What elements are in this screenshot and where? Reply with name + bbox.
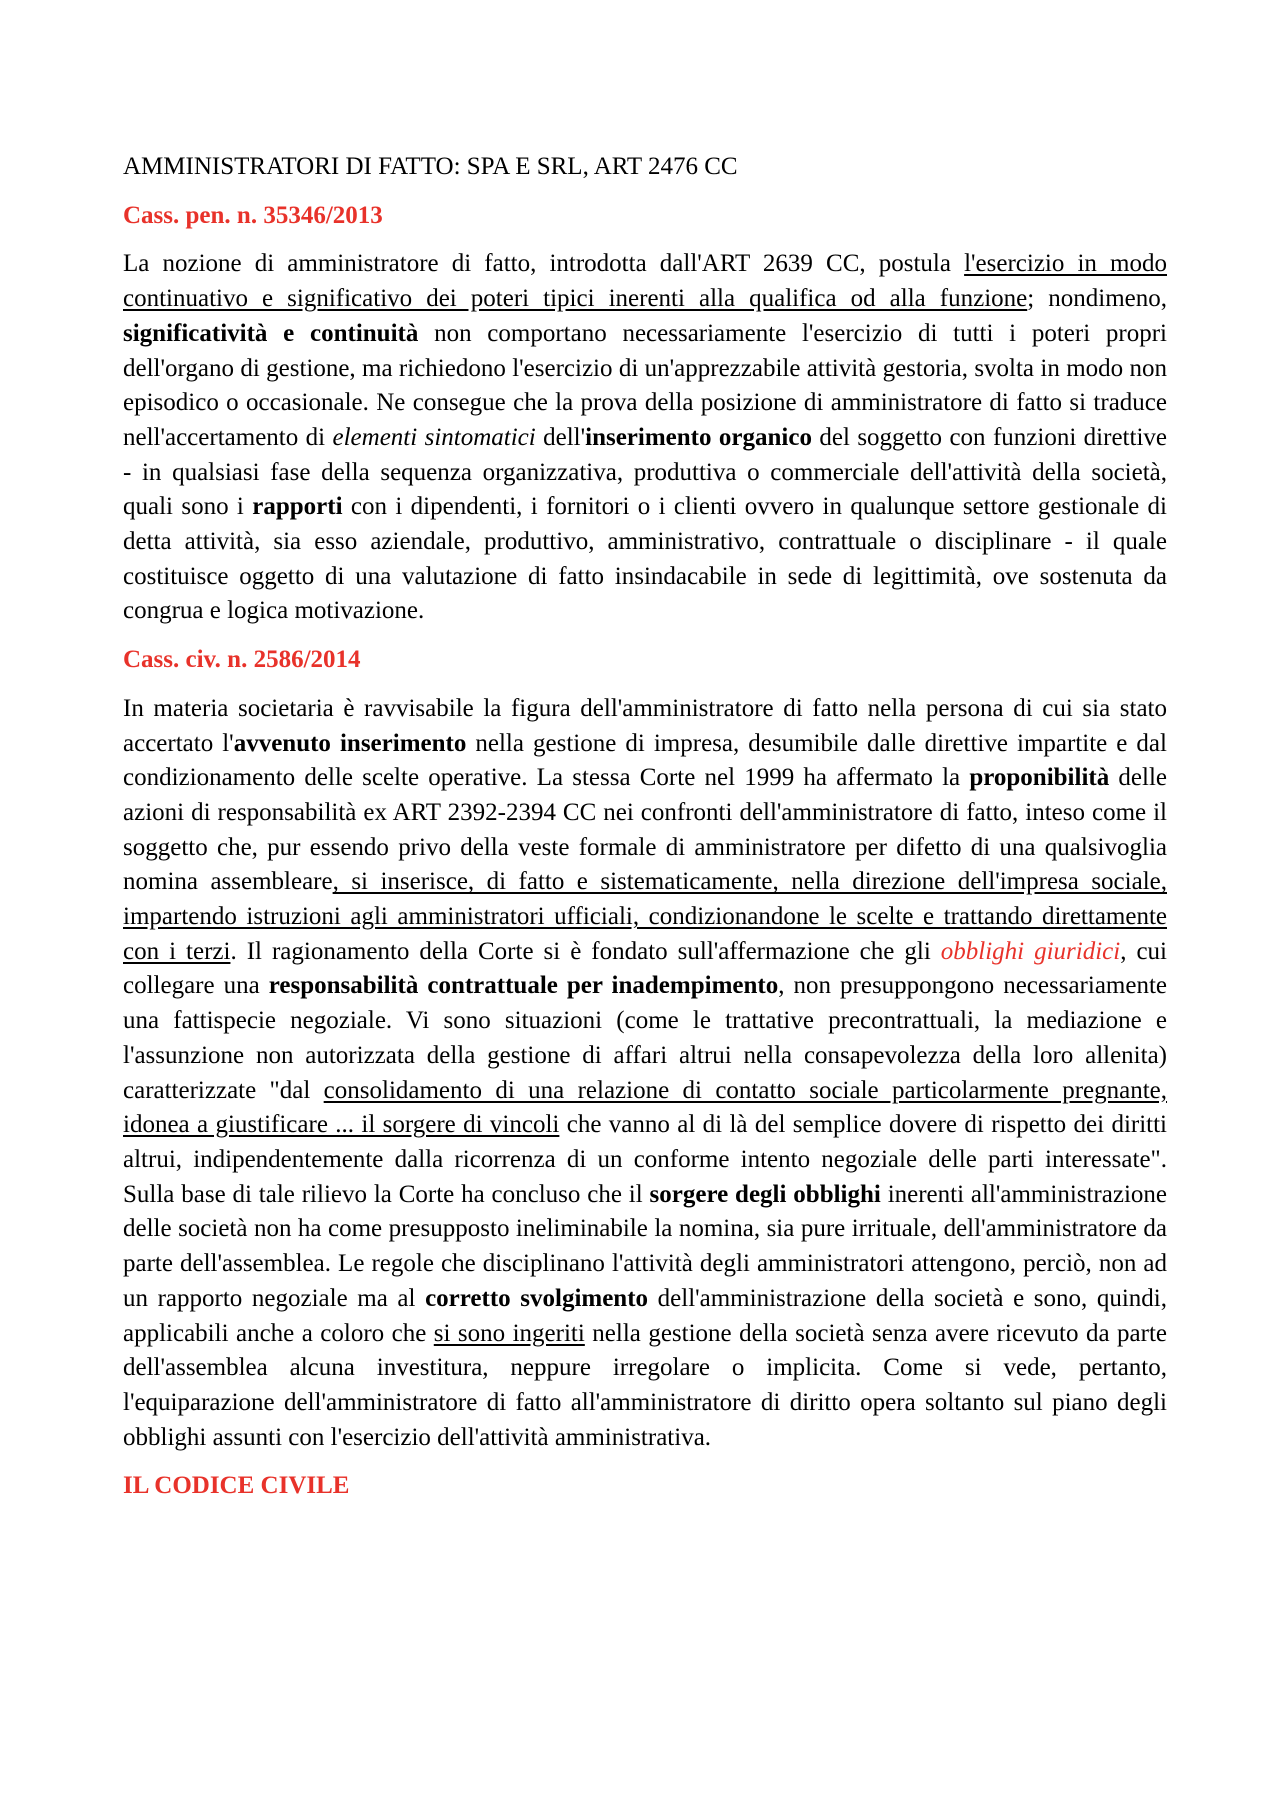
document-page bbox=[123, 150, 1167, 1504]
text-segment: nella gestione della società senza avere ricevuto da parte dell'assemblea alcuna investitura, neppure irregolare o implicita. Come si vede, pertanto, l'equiparazione dell'amministratore di fatto all'amministratore di diritto opera soltanto sul piano degli obblighi assunti con l'esercizio dell'attività amministrativa. bbox=[123, 1319, 1167, 1451]
bold-text: corretto svolgimento bbox=[425, 1284, 649, 1312]
bold-text: responsabilità contrattuale per inadempimento bbox=[268, 972, 779, 1000]
bold-text: inserimento organico bbox=[585, 423, 812, 451]
case-heading-cass-pen: Cass. pen. n. 35346/2013 bbox=[123, 201, 383, 229]
case-paragraph-cass-civ bbox=[123, 692, 1167, 1455]
text-segment: In materia societaria è ravvisabile la figura dell'amministratore di fatto nella persona di cui sia stato accertato l' bbox=[123, 694, 1167, 757]
text-segment: , cui collegare una bbox=[123, 937, 1168, 1000]
underlined-text: consolidamento di una relazione di contatto sociale particolarmente pregnante, idonea a giustificare ... il sorgere di vincoli bbox=[123, 1076, 1168, 1139]
text-segment: con i dipendenti, i fornitori o i clienti ovvero in qualunque settore gestionale di detta attività, sia esso aziendale, produttivo, amministrativo, contrattuale o disciplinare - il quale costituisce oggetto di una valutazione di fatto insindacabile in sede di legittimità, ove sostenuta da congrua e logica motivazione. bbox=[123, 493, 1167, 625]
bold-text: sorgere degli obblighi bbox=[649, 1180, 881, 1208]
red-italic-text: obblighi giuridici bbox=[940, 937, 1121, 965]
underlined-text: l'esercizio in modo continuativo e significativo dei poteri tipici inerenti alla qualifica od alla funzione bbox=[123, 250, 1167, 313]
bold-text: avvenuto inserimento bbox=[233, 729, 467, 757]
bold-text: significatività e continuità bbox=[123, 319, 419, 347]
document-title: AMMINISTRATORI DI FATTO: SPA E SRL, ART 2476 CC bbox=[123, 153, 738, 180]
underlined-text: si sono ingeriti bbox=[433, 1319, 585, 1347]
text-segment: inerenti all'amministrazione delle società non ha come presupposto ineliminabile la nomina, sia pure irrituale, dell'amministratore da parte dell'assemblea. Le regole che disciplinano l'attività degli amministratori attengono, perciò, non ad un rapporto negoziale ma al bbox=[123, 1180, 1167, 1312]
text-segment: dell'amministrazione della società e sono, quindi, applicabili anche a coloro che bbox=[123, 1284, 1167, 1347]
case-heading-cass-civ: Cass. civ. n. 2586/2014 bbox=[123, 646, 361, 674]
text-segment: ; nondimeno, bbox=[1027, 285, 1167, 313]
text-segment: delle azioni di responsabilità ex ART 2392-2394 CC nei confronti dell'amministratore di fatto, inteso come il soggetto che, pur essendo privo della veste formale di amministratore per difetto di una qualsivoglia nomina assembleare bbox=[123, 764, 1167, 896]
text-segment: . Il ragionamento della Corte si è fondato sull'affermazione che gli bbox=[230, 937, 941, 965]
text-segment: La nozione di amministratore di fatto, introdotta dall'ART 2639 CC, postula bbox=[123, 250, 965, 278]
text-segment: non comportano necessariamente l'esercizio di tutti i poteri propri dell'organo di gestione, ma richiedono l'esercizio di un'apprezzabile attività gestoria, svolta in modo non episodico o occasionale. Ne consegue che la prova della posizione di amministratore di fatto si traduce nell'accertamento di bbox=[123, 319, 1167, 451]
text-segment: nella gestione di impresa, desumibile dalle direttive impartite e dal condizionamento delle scelte operative. La stessa Corte nel 1999 ha affermato la bbox=[123, 729, 1167, 792]
text-segment: dell' bbox=[535, 423, 586, 451]
text-segment: , non presuppongono necessariamente una fattispecie negoziale. Vi sono situazioni (come le trattative precontrattuali, la mediazione e l'assunzione non autorizzata della gestione di affari altrui nella consapevolezza della loro allenita) caratterizzate "dal bbox=[123, 972, 1167, 1104]
section-heading-codice-civile: IL CODICE CIVILE bbox=[123, 1472, 350, 1500]
bold-text: rapporti bbox=[252, 493, 343, 521]
text-segment: del soggetto con funzioni direttive - in qualsiasi fase della sequenza organizzativa, produttiva o commerciale dell'attività della società, quali sono i bbox=[123, 423, 1167, 521]
case-paragraph-cass-pen bbox=[123, 247, 1167, 629]
italic-text: elementi sintomatici bbox=[332, 423, 536, 451]
bold-text: proponibilità bbox=[969, 764, 1110, 792]
text-segment: che vanno al di là del semplice dovere di rispetto dei diritti altrui, indipendentemente dalla ricorrenza di un conforme intento negoziale delle parti interessate". Sulla base di tale rilievo la Corte ha concluso che il bbox=[123, 1111, 1167, 1208]
underlined-text: , si inserisce, di fatto e sistematicamente, nella direzione dell'impresa sociale, impartendo istruzioni agli amministratori ufficiali, condizionandone le scelte e trattando direttamente con i terzi bbox=[123, 868, 1167, 965]
